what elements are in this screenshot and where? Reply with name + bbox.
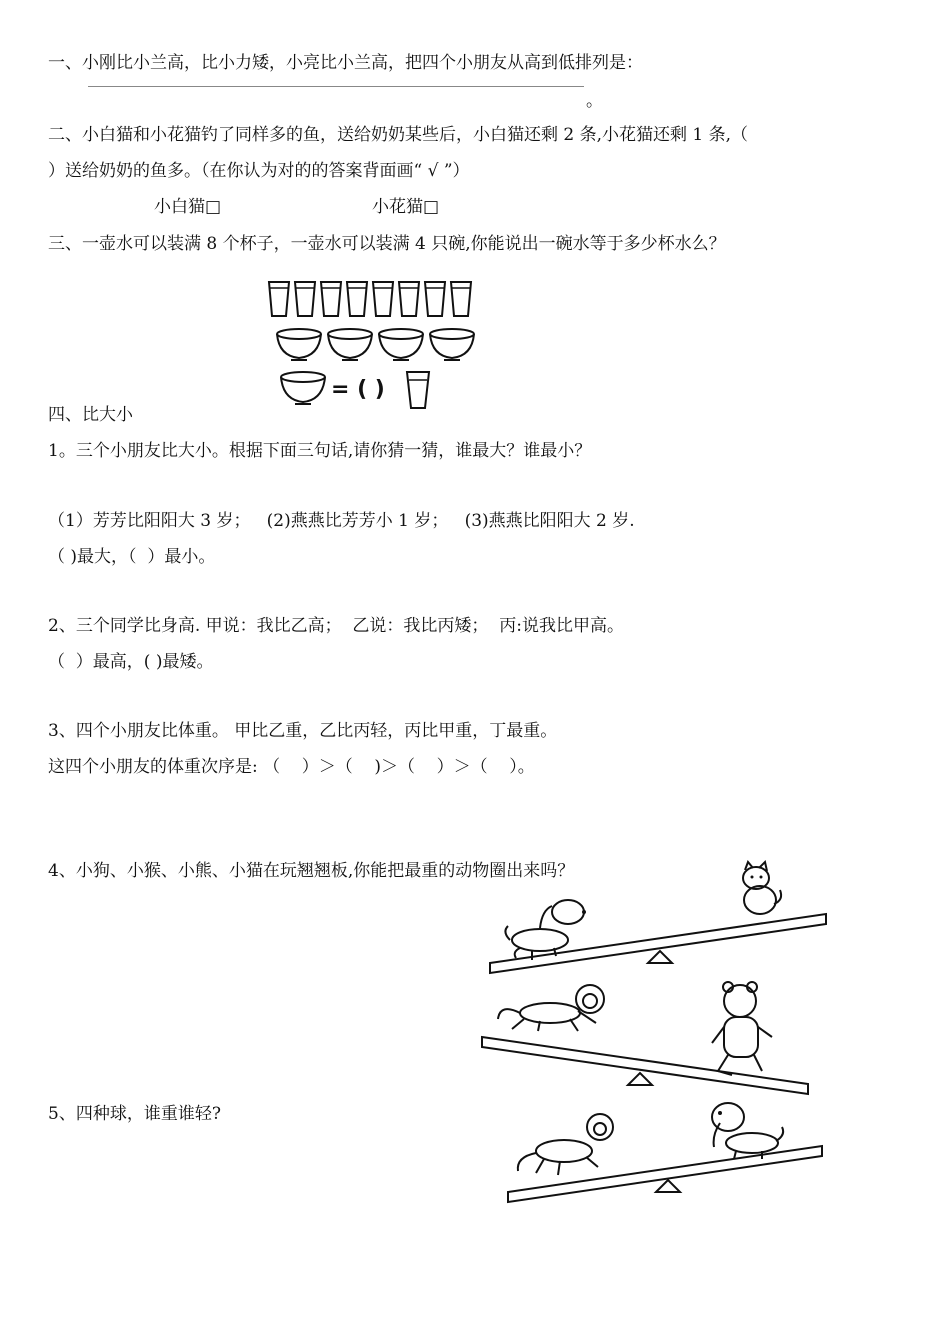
option-white-cat[interactable]: 小白猫□ [154,197,222,217]
section-4-problem-5: 5、四种球，谁重谁轻? [48,1104,221,1124]
monkey-icon[interactable] [518,1114,613,1175]
section-4-problem-2: 2、三个同学比身高. 甲说：我比乙高； 乙说：我比丙矮； 丙:说我比甲高。 [48,616,624,636]
cup-icon [347,282,367,316]
bowl-icon [277,329,321,360]
section-4-problem-1-answer[interactable]: （ )最大，（ ）最小。 [48,547,216,567]
bear-icon[interactable] [712,982,772,1075]
bowl-icon [430,329,474,360]
monkey-icon[interactable] [498,985,604,1031]
question-1-end: 。 [586,91,603,111]
seesaw-pivot-icon [628,1073,652,1085]
cup-icon [425,282,445,316]
seesaw-pivot-icon [648,951,672,963]
question-1-text: 一、小刚比小兰高，比小力矮，小亮比小兰高，把四个小朋友从高到低排列是： [48,53,643,73]
cup-icon [269,282,289,316]
bowl-icon [379,329,423,360]
section-4-problem-1-clues: （1）芳芳比阳阳大 3 岁； (2)燕燕比芳芳小 1 岁； (3)燕燕比阳阳大 2 岁. [48,511,635,531]
cup-icon [373,282,393,316]
seesaw-dog-cat [480,860,840,980]
question-3-text: 三、一壶水可以装满 8 个杯子，一壶水可以装满 4 只碗,你能说出一碗水等于多少杯水么？ [48,234,726,254]
question-2-line2: ）送给奶奶的鱼多。（在你认为对的的答案背面画“ √ ”） [48,161,470,181]
section-4-problem-3-answer[interactable]: 这四个小朋友的体重次序是: （ ）＞（ )＞（ ）＞（ ）。 [48,757,535,777]
section-4-problem-1: 1。三个小朋友比大小。根据下面三句话,请你猜一猜，谁最大？谁最小？ [48,441,592,461]
seesaw-monkey-bear [478,975,818,1100]
equation-text: = ( ) [331,377,385,402]
cat-icon[interactable] [743,862,781,914]
section-4-problem-2-answer[interactable]: （ ）最高，( )最矮。 [48,652,214,672]
seesaw-pivot-icon [656,1180,680,1192]
answer-blank-line[interactable] [88,86,584,87]
section-4-problem-3: 3、四个小朋友比体重。 甲比乙重，乙比丙轻，丙比甲重，丁最重。 [48,721,558,741]
bowl-icon [328,329,372,360]
question-2-line1: 二、小白猫和小花猫钓了同样多的鱼，送给奶奶某些后，小白猫还剩 2 条,小花猫还剩 1 条,（ [48,125,749,145]
cups-and-bowls-illustration [265,276,495,412]
cup-icon [295,282,315,316]
cup-icon [451,282,471,316]
section-4-title: 四、比大小 [48,405,133,425]
option-flower-cat[interactable]: 小花猫□ [372,197,440,217]
cup-icon [321,282,341,316]
cup-icon [399,282,419,316]
section-4-problem-4: 4、小狗、小猴、小熊、小猫在玩翘翘板,你能把最重的动物圈出来吗？ [48,861,575,881]
seesaw-monkey-dog [500,1095,830,1210]
equation-bowl-icon [281,372,325,404]
dog-icon[interactable] [712,1103,783,1159]
equation-cup-icon [407,372,429,408]
